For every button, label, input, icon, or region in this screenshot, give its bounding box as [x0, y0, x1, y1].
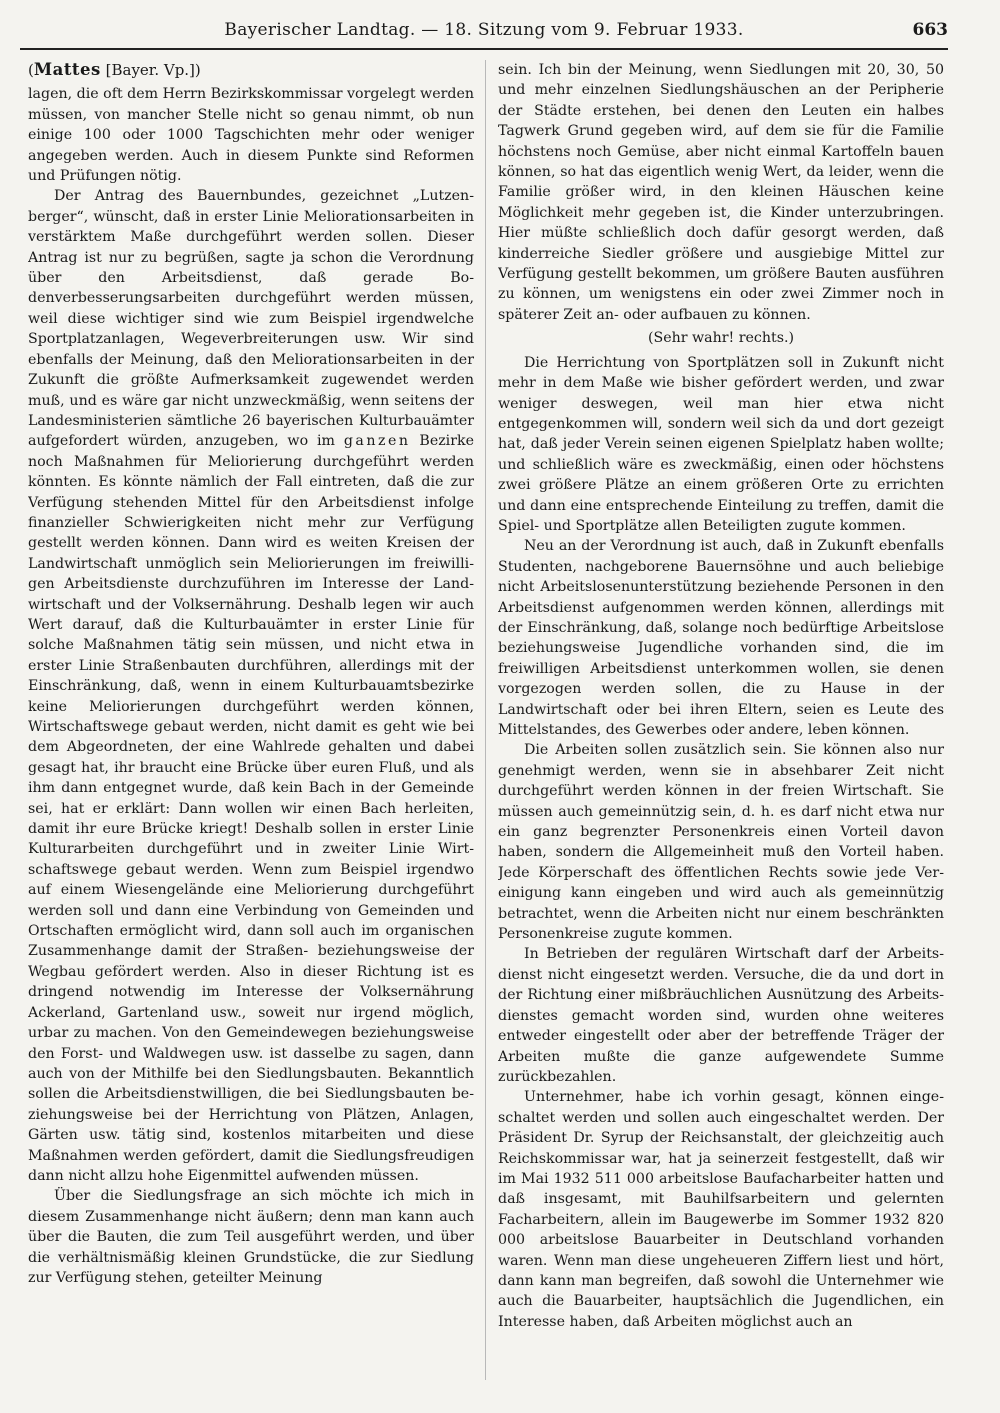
speaker-party: [Bayer. Vp.]) [100, 61, 201, 79]
left-column [28, 60, 474, 1405]
paragraph: Unternehmer, habe ich vorhin gesagt, können eingeschaltet werden und sollen auch eingeschaltet werden. Der Präsident Dr. Syrup der Reichsanstalt, der gleichzeitig auch Reichskommissar war, hat ja seinerzeit festgestellt, daß wir im Mai 1932 511 000 arbeitslose Baufacharbeiter hatten und daß insgesamt, mit Bauhilfsarbeitern und gelernten Facharbeitern, allein im Baugewerbe im Sommer 1932 820 000 arbeitslose Bauarbeiter in Deutschland vorhanden waren. Wenn man diese ungeheueren Ziffern liest und hört, dann kann man begreifen, daß sowohl die Unternehmer wie auch die Bauarbeiter, hauptsächlich die Jugendlichen, ein Interesse haben, daß Arbeiten möglichst auch an [498, 1089, 944, 1330]
paragraph-text: Bezirke noch Maßnahmen für Meliorierung durchgeführt werden könnten. Es könnte nämlich der Fall eintreten, daß die zur Verfügung stehenden Mittel für den Arbeitsdienst infolge finanzieller Schwierigkeiten nicht mehr zur Verfügung gestellt werden können. Dann wird es weiten Kreisen der Landwirtschaft unmöglich sein Meliorierungen im freiwilligen Arbeitsdienste durchzuführen im Interesse der Landwirtschaft und der Volksernährung. Deshalb legen wir auch Wert darauf, daß die Kulturbauämter in erster Linie für solche Maßnahmen tätig sein müssen, und nicht etwa in erster Linie Straßenbauten durchführen, allerdings mit der Einschränkung, daß, wenn in einem Kulturbauamtsbezirke keine Meliorierungen durchgeführt werden können, Wirtschaftswege gebaut werden, nicht damit es geht wie bei dem Abgeordneten, der eine Wahlrede gehalten und dabei gesagt hat, ihr braucht eine Brücke über euren Fluß, und als ihm dann entgegnet wurde, daß kein Bach in der Gemeinde sei, hat er erklärt: Dann wollen wir einen Bach herleiten, damit ihr eure Brücke kriegt! Deshalb sollen in erster Linie Kulturarbeiten durchgeführt und in zweiter Linie Wirtschaftswege gebaut werden. Wenn zum Beispiel irgendwo auf einem Wiesengelände eine Meliorierung durchgeführt werden soll und dann eine Verbindung von Gemeinden und Ortschaften ermöglicht wird, dann soll auch im organischen Zusammenhange damit der Straßen- beziehungsweise der Wegbau gefördert werden. Also in dieser Richtung ist es dringend notwendig im Interesse der Volksernährung Ackerland, Gartenland usw., soweit nur irgend möglich, urbar zu machen. Von den Gemeindewegen beziehungsweise den Forst- und Waldwegen usw. ist dasselbe zu sagen, dann auch von der Mithilfe bei den Siedlungsbauten. Bekanntlich sollen die Arbeitsdienstwilligen, die bei Siedlungsbauten beziehungsweise bei der Herrichtung von Plätzen, Anlagen, Gärten usw. tätig sind, kostenlos mitarbeiten und diese Maßnahmen werden gefördert, damit die Siedlungsfreudigen dann nicht allzu hohe Eigenmittel aufwenden müssen. [28, 433, 474, 1184]
emphasized-word: ganzen [343, 433, 411, 450]
interjection: (Sehr wahr! rechts.) [647, 330, 795, 347]
paragraph-text: Der Antrag des Bauernbundes, gezeichnet „Lutzenberger“, wünscht, daß in erster Linie Meliorationsarbeiten in verstärktem Maße durchgeführt werden sollen. Dieser Antrag ist nur zu begrüßen, sagte ja schon die Verordnung über den Arbeitsdienst, daß gerade Bodenverbesserungsarbeiten durchgeführt werden müssen, weil diese wichtiger sind wie zum Beispiel irgendwelche Sportplatzanlagen, Wegeverbreiterungen usw. Wir sind ebenfalls der Meinung, daß den Meliorationsarbeiten in der Zukunft die größte Aufmerksamkeit zugewendet werden muß, und es wäre gar nicht unzweckmäßig, wenn seitens der Landesministerien sämtliche 26 bayerischen Kulturbauämter aufgefordert würden, anzugeben, wo im [28, 188, 474, 450]
page-number: 663 [912, 20, 948, 40]
paragraph: In Betrieben der regulären Wirtschaft darf der Arbeitsdienst nicht eingesetzt werden. Versuche, die da und dort in der Richtung einer mißbräuchlichen Ausnützung des Arbeitsdienstes gemacht worden sind, wurden ohne weiteres entweder eingestellt oder aber der betreffende Träger der Arbeiten mußte die ganze aufgewendete Summe zurückbezahlen. [498, 946, 944, 1085]
paragraph: Die Arbeiten sollen zusätzlich sein. Sie können also nur genehmigt werden, wenn sie in absehbarer Zeit nicht durchgeführt werden können in der freien Wirtschaft. Sie müssen auch gemeinnützig sein, d. h. es darf nicht etwa nur ein ganz begrenzter Personenkreis einen Vorteil davon haben, sondern die Allgemeinheit muß den Vorteil haben. Jede Körperschaft des öffentlichen Rechts sowie jede Vereinigung kann eingeben und wird auch als gemeinnützig betrachtet, wenn die Arbeiten nicht nur einem beschränkten Personenkreise zugute kommen. [498, 742, 944, 943]
paragraph: lagen, die oft dem Herrn Bezirkskommissar vorgelegt werden müssen, von mancher Stelle nicht so genau nimmt, ob nun einige 100 oder 1000 Tagschichten mehr oder weniger angegeben werden. Auch in diesem Punkte sind Reformen und Prüfungen nötig. [28, 86, 474, 185]
paragraph: Die Herrichtung von Sportplätzen soll in Zukunft nicht mehr in dem Maße wie bisher gefördert werden, und zwar weniger deswegen, weil man hier etwa nicht entgegenkommen will, sondern weil sich da und dort gezeigt hat, daß jeder Verein seinen eigenen Spielplatz haben wollte; und schließlich wäre es zweckmäßig, einen oder höchstens zwei größere Plätze an einem größeren Orte zu errichten und dann eine entsprechende Einteilung zu treffen, damit die Spiel- und Sportplätze allen Beteiligten zugute kommen. [498, 354, 944, 534]
column-divider [485, 60, 486, 1380]
speaker-open-paren: ( [28, 61, 34, 79]
speaker-name: Mattes [33, 60, 101, 79]
paragraph: Neu an der Verordnung ist auch, daß in Zukunft ebenfalls Studenten, nachgeborene Bauernsöhne und auch beliebige nicht Arbeitslosenunterstützung beziehende Personen in den Arbeitsdienst aufgenommen werden können, allerdings mit der Einschränkung, daß, solange noch bedürftige Arbeitslose beziehungsweise Jugendliche vorhanden sind, die im freiwilligen Arbeitsdienst unterkommen wollen, sie denen vorgezogen werden sollen, die zu Hause in der Landwirtschaft oder bei ihren Eltern, seien es Leute des Mittelstandes, des Gewerbes oder andere, leben können. [498, 538, 944, 738]
paragraph [28, 186, 474, 1186]
running-head: Bayerischer Landtag. — 18. Sitzung vom 9. Februar 1933. [224, 20, 744, 40]
right-column [498, 60, 944, 1405]
paragraph: sein. Ich bin der Meinung, wenn Siedlungen mit 20, 30, 50 und mehr einzelnen Siedlungshäuschen an der Peripherie der Städte erstehen, bei denen den Leuten ein halbes Tagwerk Grund gegeben wird, auf dem sie für die Familie höchstens noch Gemüse, aber nicht einmal Kartoffeln bauen können, so hat das eigentlich wenig Wert, da leider, wenn die Familie größer wird, in den kleinen Häuschen keine Möglichkeit mehr gegeben ist, die Kinder unterzubringen. Hier müßte schließlich doch dafür gesorgt werden, daß kinderreiche Siedler größere und ausgiebige Mittel zur Verfügung gestellt bekommen, um größere Bauten ausführen zu können, um wenigstens ein oder zwei Zimmer noch in späterer Zeit an- oder aufbauen zu können. [498, 62, 944, 323]
speaker-attribution [28, 60, 474, 80]
paragraph: Über die Siedlungsfrage an sich möchte ich mich in diesem Zusammenhange nicht äußern; denn man kann auch über die Bauten, die zum Teil ausgeführt werden, und über die verhältnismäßig kleinen Grundstücke, die zur Siedlung zur Verfügung stehen, geteilter Meinung [28, 1188, 474, 1286]
page-header [20, 18, 948, 50]
